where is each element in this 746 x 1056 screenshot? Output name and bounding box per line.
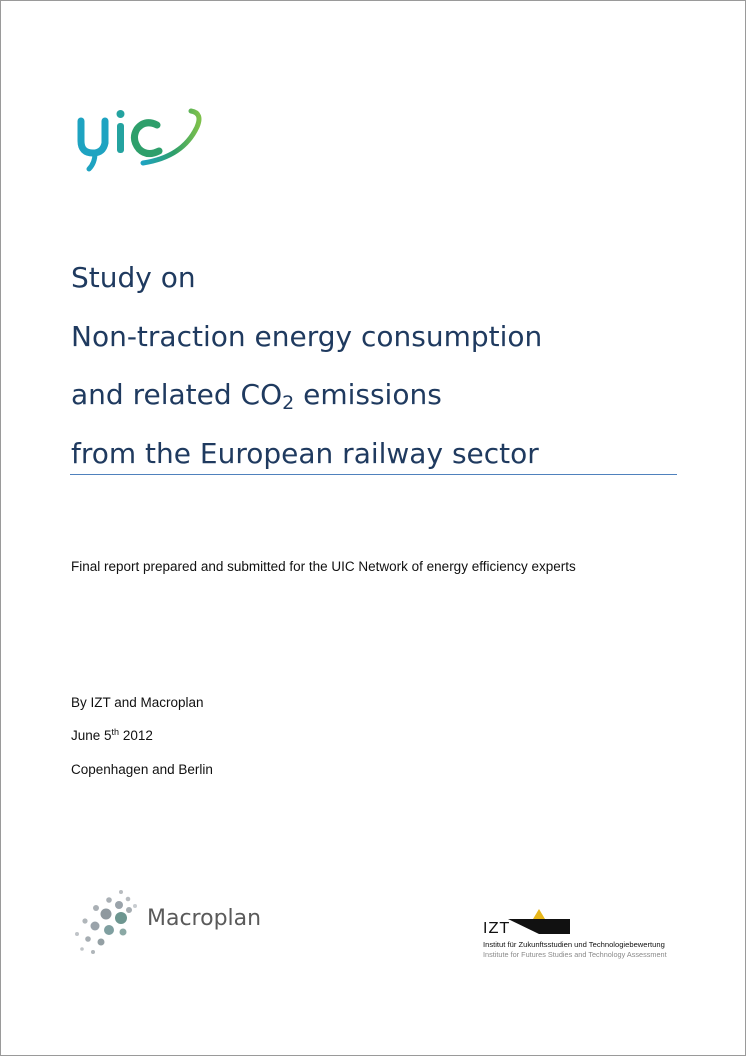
izt-letters: IZT (483, 919, 510, 937)
uic-logo (73, 101, 207, 173)
title-line-3 (71, 366, 677, 425)
title-line-2: Non-traction energy consumption (71, 319, 543, 353)
macroplan-dots-icon (71, 886, 143, 958)
macroplan-logo (71, 886, 271, 958)
title-line-3-prefix: and related CO (71, 378, 283, 411)
uic-logo-icon (73, 101, 207, 173)
izt-name-german: Institut für Zukunftsstudien und Technologiebewertung (483, 940, 665, 949)
izt-logo (481, 907, 681, 963)
title-line-3-suffix: emissions (294, 378, 442, 411)
co2-subscript: 2 (282, 392, 295, 414)
date-suffix: 2012 (119, 728, 153, 743)
title-line-1: Study on (71, 261, 196, 294)
izt-name-english: Institute for Futures Studies and Technology Assessment (483, 950, 667, 959)
izt-logo-mark (508, 908, 570, 934)
report-subtitle: Final report prepared and submitted for the UIC Network of energy efficiency experts (71, 559, 576, 574)
location-line: Copenhagen and Berlin (71, 762, 213, 777)
authors-line: By IZT and Macroplan (71, 695, 204, 710)
date-line (71, 728, 153, 743)
macroplan-name: Macroplan (147, 906, 262, 931)
document-title (71, 249, 677, 483)
title-line-4: from the European railway sector (71, 436, 539, 470)
date-superscript: th (111, 727, 120, 737)
title-underline (70, 474, 677, 475)
date-prefix: June 5 (71, 728, 112, 743)
